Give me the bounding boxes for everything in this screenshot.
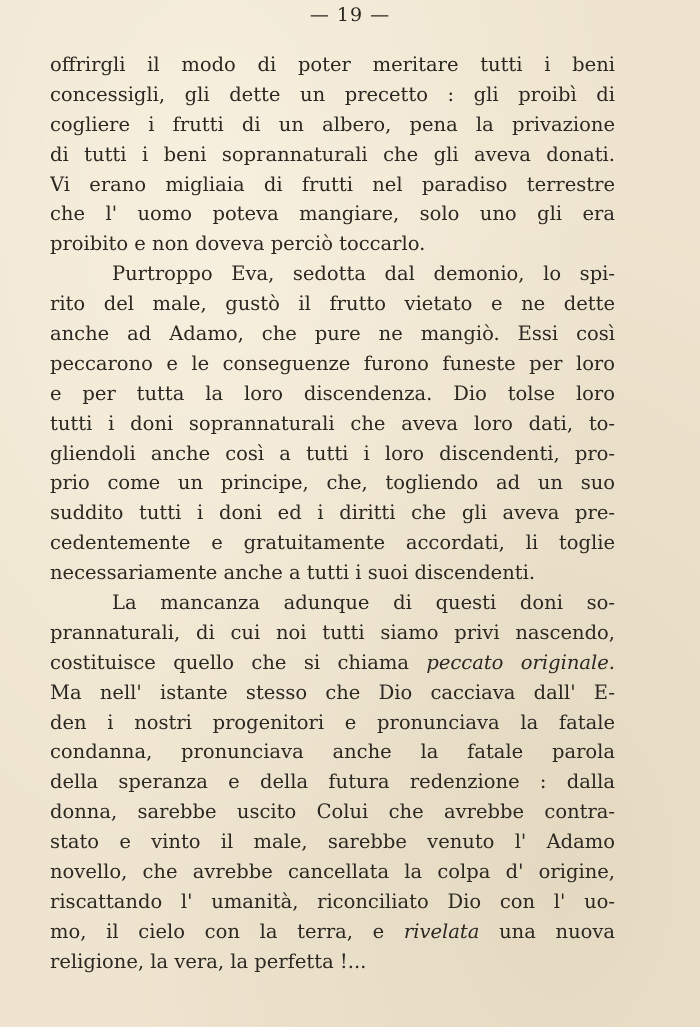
text-line: novello, che avrebbe cancellata la colpa d' origine, [50, 860, 615, 884]
text-line: necessariamente anche a tutti i suoi discendenti. [50, 561, 536, 585]
text-line: prio come un principe, che, togliendo ad un suo [50, 471, 615, 495]
text-line: cogliere i frutti di un albero, pena la privazione [50, 112, 615, 136]
text-line: riscattando l' umanità, riconciliato Dio con l' uo- [50, 889, 615, 913]
italic-text: peccato originale. [426, 650, 615, 674]
text-line: Ma nell' istante stesso che Dio cacciava dall' E- [50, 680, 615, 704]
text-line: tutti i doni soprannaturali che aveva loro dati, to- [50, 411, 615, 435]
text-line: Vi erano migliaia di frutti nel paradiso terrestre [50, 172, 615, 196]
text-line [50, 648, 615, 678]
text-line: anche ad Adamo, che pure ne mangiò. Essi così [50, 322, 615, 346]
text-line: donna, sarebbe uscito Colui che avrebbe contra- [50, 800, 615, 824]
body-text [50, 50, 615, 977]
text-line: cedentemente e gratuitamente accordati, li toglie [50, 531, 615, 555]
page-number: — 19 — [309, 4, 391, 26]
text-line: offrirgli il modo di poter meritare tutti i beni [50, 53, 615, 76]
text-line: proibito e non doveva perciò toccarlo. [50, 232, 426, 256]
text-line: e per tutta la loro discendenza. Dio tolse loro [50, 381, 615, 405]
text-line: gliendoli anche così a tutti i loro discendenti, pro- [50, 441, 615, 465]
text-line: peccarono e le conseguenze furono funeste per loro [50, 351, 615, 375]
italic-text: rivelata [403, 919, 480, 943]
text-line: religione, la vera, la perfetta !... [50, 949, 367, 973]
text-segment: una nuova [479, 919, 615, 943]
text-line: rito del male, gustò il frutto vietato e ne dette [50, 292, 615, 316]
text-line [50, 917, 615, 947]
text-line: La mancanza adunque di questi doni so- [112, 591, 615, 615]
text-line: Purtroppo Eva, sedotta dal demonio, lo spi- [112, 262, 615, 286]
text-line: concessigli, gli dette un precetto : gli proibì di [50, 82, 615, 106]
text-line: suddito tutti i doni ed i diritti che gli aveva pre- [50, 501, 615, 525]
text-segment: mo, il cielo con la terra, e [50, 919, 404, 943]
text-line: di tutti i beni soprannaturali che gli aveva donati. [50, 142, 615, 166]
text-segment: costituisce quello che si chiama [50, 650, 427, 674]
text-line: che l' uomo poteva mangiare, solo uno gli era [50, 202, 615, 226]
text-line: stato e vinto il male, sarebbe venuto l' Adamo [50, 830, 615, 854]
text-line: della speranza e della futura redenzione : dalla [50, 770, 615, 794]
text-line: condanna, pronunciava anche la fatale parola [50, 740, 615, 764]
text-line: prannaturali, di cui noi tutti siamo privi nascendo, [50, 620, 615, 644]
text-line: den i nostri progenitori e pronunciava la fatale [50, 710, 615, 734]
